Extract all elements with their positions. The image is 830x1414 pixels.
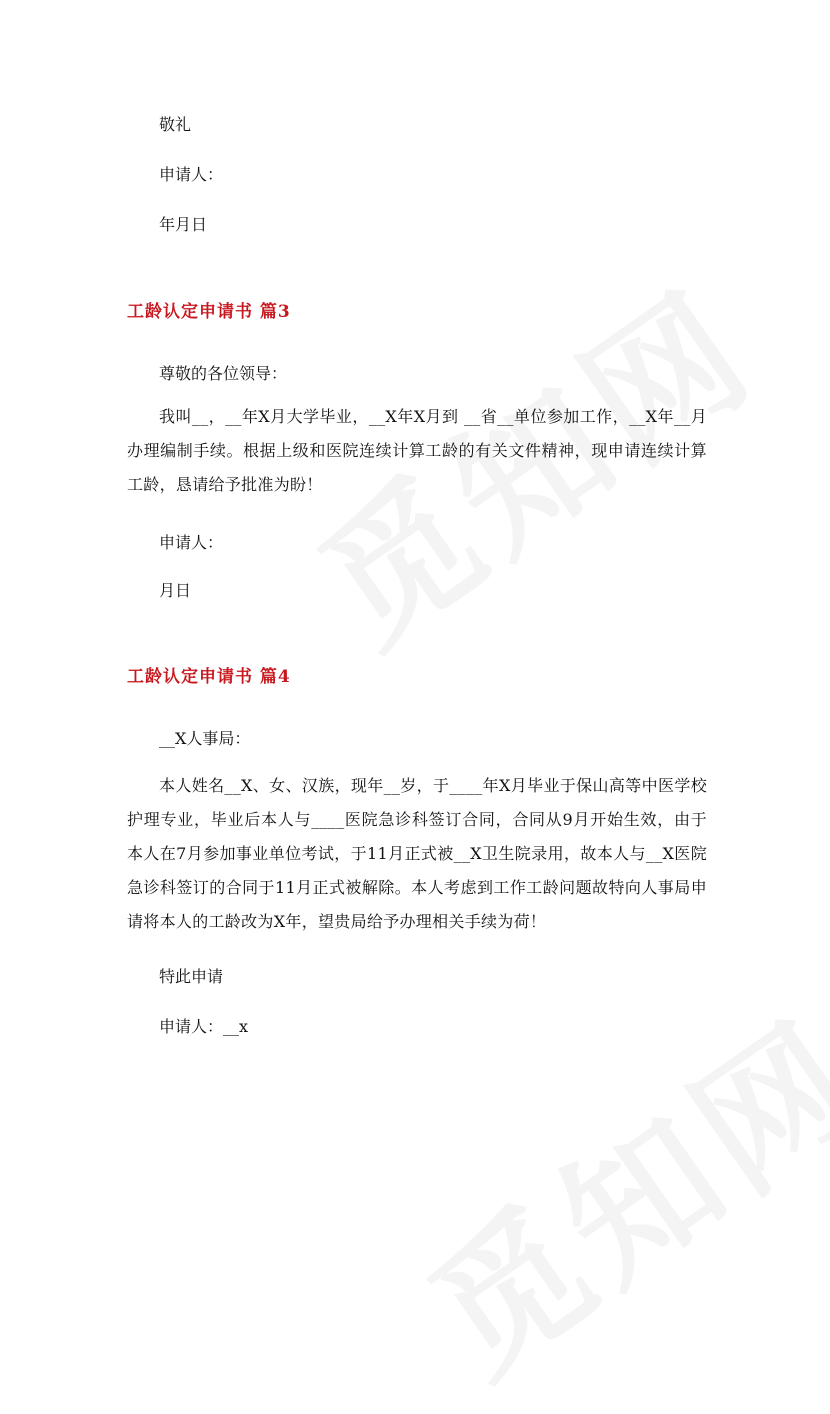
applicant-line: 申请人：	[159, 165, 224, 184]
applicant-line: 申请人：__x	[159, 1017, 249, 1036]
salutation: __X人事局：	[159, 729, 251, 748]
salutation: 尊敬的各位领导：	[159, 364, 288, 383]
closing-text: 特此申请	[159, 967, 224, 986]
applicant-line: 申请人：	[159, 533, 224, 552]
body-paragraph: 本人姓名__X、女、汉族，现年__岁，于____年X月毕业于保山高等中医学校护理专业，毕业后本人与____医院急诊科签订合同，合同从9月开始生效，由于本人在7月参加事业单位考试，于11月正式被__X卫生院录用，故本人与__X医院急诊科签订的合同于11月正式被解除。本人考虑到工作工龄问题故特向人事局申请将本人的工龄改为X年，望贵局给予办理相关手续为荷！	[127, 776, 707, 931]
section-heading: 工龄认定申请书 篇4	[127, 667, 291, 687]
date-line: 年月日	[159, 215, 208, 234]
body-paragraph: 我叫__，__年X月大学毕业，__X年X月到 __省__单位参加工作，__X年__月办理编制手续。根据上级和医院连续计算工龄的有关文件精神，现申请连续计算工龄，恳请给予批准为盼！	[127, 407, 707, 494]
closing-text: 敬礼	[159, 115, 192, 134]
date-line: 月日	[159, 581, 192, 600]
watermark	[381, 962, 830, 1414]
section-heading: 工龄认定申请书 篇3	[127, 302, 291, 322]
